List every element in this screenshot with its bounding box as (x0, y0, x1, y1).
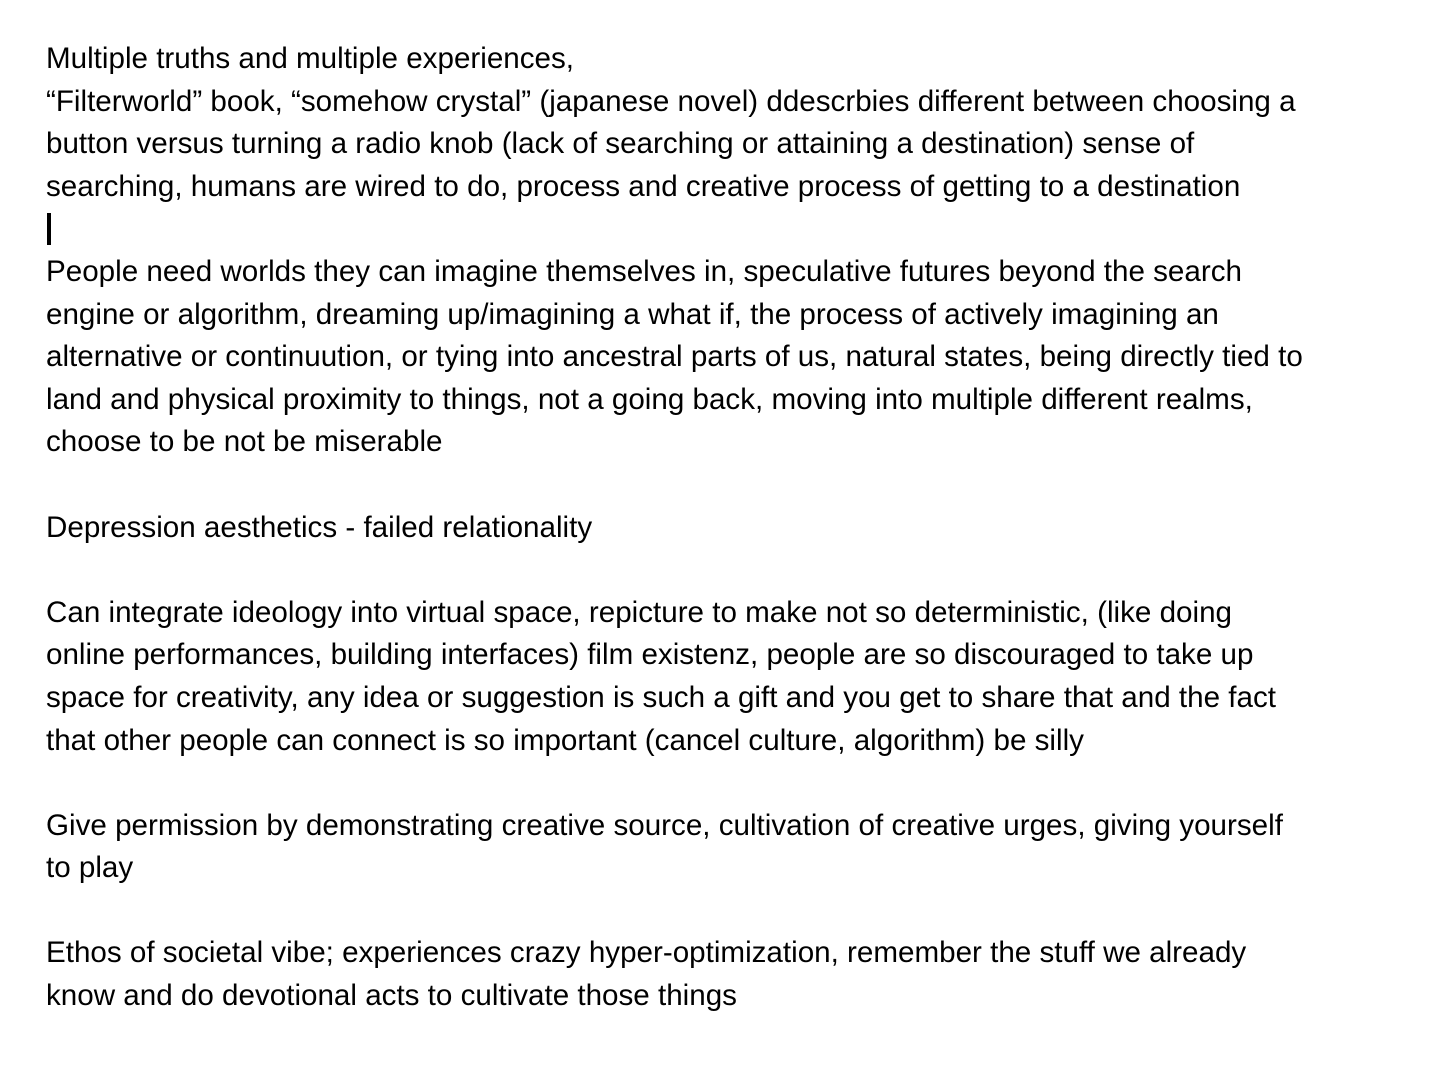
empty-line[interactable] (46, 762, 1426, 805)
text-line: online performances, building interfaces) film existenz, people are so discouraged to take up (46, 638, 1254, 672)
paragraph-ethos (46, 932, 1426, 1017)
paragraph-integrate-ideology (46, 592, 1426, 762)
paragraph-people-need-worlds (46, 251, 1426, 464)
empty-line[interactable] (46, 549, 1426, 592)
document-body[interactable] (46, 38, 1426, 1018)
text-line: engine or algorithm, dreaming up/imagining a what if, the process of actively imagining an (46, 297, 1219, 331)
text-line: Give permission by demonstrating creative source, cultivation of creative urges, giving yourself (46, 808, 1283, 842)
text-line: searching, humans are wired to do, process and creative process of getting to a destination (46, 169, 1241, 203)
text-line: “Filterworld” book, “somehow crystal” (japanese novel) ddescrbies different between choosing a (46, 84, 1296, 118)
text-line: Multiple truths and multiple experiences, (46, 42, 575, 75)
text-line: Depression aesthetics - failed relationality (46, 510, 593, 544)
text-line: Can integrate ideology into virtual space, repicture to make not so deterministic, (like doing (46, 595, 1233, 629)
text-line: land and physical proximity to things, not a going back, moving into multiple different realms, (46, 382, 1253, 416)
empty-line-with-cursor[interactable] (46, 208, 1426, 251)
text-line: choose to be not be miserable (46, 425, 443, 459)
text-line: Ethos of societal vibe; experiences crazy hyper-optimization, remember the stuff we already (46, 936, 1247, 970)
text-line: alternative or continuution, or tying into ancestral parts of us, natural states, being directly tied to (46, 340, 1303, 374)
text-line: space for creativity, any idea or suggestion is such a gift and you get to share that and the fact (46, 680, 1276, 714)
text-line: to play (46, 851, 134, 885)
empty-line[interactable] (46, 890, 1426, 933)
text-cursor (47, 213, 51, 245)
text-line: People need worlds they can imagine themselves in, speculative futures beyond the search (46, 254, 1242, 288)
text-line: that other people can connect is so important (cancel culture, algorithm) be silly (46, 723, 1084, 757)
text-line: button versus turning a radio knob (lack of searching or attaining a destination) sense of (46, 127, 1195, 161)
paragraph-depression-aesthetics (46, 507, 1426, 550)
text-line: know and do devotional acts to cultivate those things (46, 979, 737, 1013)
paragraph-give-permission (46, 805, 1426, 890)
empty-line[interactable] (46, 464, 1426, 507)
paragraph-filterworld (46, 38, 1426, 208)
